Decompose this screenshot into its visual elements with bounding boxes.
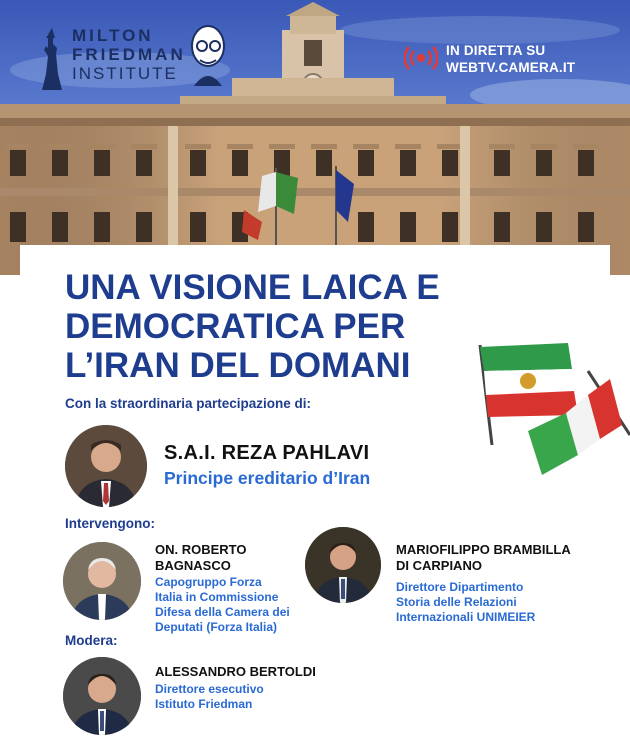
statue-of-liberty-icon bbox=[38, 26, 66, 92]
speaker-role-line: Capogruppo Forza bbox=[155, 575, 262, 589]
speaker-name-bagnasco bbox=[155, 542, 247, 574]
speaker-role-line: Deputati (Forza Italia) bbox=[155, 620, 278, 634]
speaker-name-line: ON. ROBERTO bbox=[155, 542, 247, 557]
speaker-avatar-brambilla bbox=[305, 527, 381, 603]
live-url[interactable]: WEBTV.CAMERA.IT bbox=[446, 60, 576, 75]
speaker-role-brambilla bbox=[396, 580, 535, 625]
live-broadcast-badge bbox=[404, 42, 614, 78]
speaker-name-line: MARIOFILIPPO BRAMBILLA bbox=[396, 542, 571, 557]
guest-role: Principe ereditario d’Iran bbox=[164, 468, 371, 488]
header-building-photo bbox=[0, 0, 630, 275]
broadcast-icon bbox=[404, 46, 438, 70]
title-line-3: L’IRAN DEL DOMANI bbox=[65, 346, 411, 385]
moderator-label: Modera: bbox=[65, 633, 118, 648]
moderator-role bbox=[155, 682, 264, 712]
event-title bbox=[65, 268, 485, 385]
guest-name: S.A.I. REZA PAHLAVI bbox=[164, 442, 370, 464]
title-line-1: UNA VISIONE LAICA E bbox=[65, 268, 440, 307]
speaker-role-line: Direttore Dipartimento bbox=[396, 580, 524, 594]
moderator-role-line: Istituto Friedman bbox=[155, 697, 253, 711]
moderator-name: ALESSANDRO BERTOLDI bbox=[155, 664, 316, 679]
speaker-role-line: Internazionali UNIMEIER bbox=[396, 610, 536, 624]
speaker-role-line: Storia delle Relazioni bbox=[396, 595, 517, 609]
logo-line-friedman: FRIEDMAN bbox=[72, 45, 186, 64]
logo-line-milton: MILTON bbox=[72, 26, 154, 45]
moderator-avatar bbox=[63, 657, 141, 735]
flags-decoration bbox=[470, 335, 630, 495]
portrait-sketch-icon bbox=[188, 24, 228, 88]
person-photo-icon bbox=[65, 425, 147, 507]
guest-avatar bbox=[65, 425, 147, 507]
speaker-role-line: Italia in Commissione bbox=[155, 590, 279, 604]
iran-italy-flags-icon bbox=[470, 335, 630, 495]
person-photo-icon bbox=[63, 657, 141, 735]
speaker-name-line: DI CARPIANO bbox=[396, 558, 482, 573]
speaker-role-bagnasco bbox=[155, 575, 290, 635]
live-line-1: IN DIRETTA SU bbox=[446, 43, 546, 58]
participation-subtitle: Con la straordinaria partecipazione di: bbox=[65, 396, 312, 411]
speakers-label: Intervengono: bbox=[65, 516, 155, 531]
title-line-2: DEMOCRATICA PER bbox=[65, 307, 406, 346]
logo-line-institute: INSTITUTE bbox=[72, 64, 178, 83]
speaker-name-line: BAGNASCO bbox=[155, 558, 231, 573]
speaker-name-brambilla bbox=[396, 542, 571, 574]
person-photo-icon bbox=[305, 527, 381, 603]
person-photo-icon bbox=[63, 542, 141, 620]
speaker-avatar-bagnasco bbox=[63, 542, 141, 620]
speaker-role-line: Difesa della Camera dei bbox=[155, 605, 290, 619]
moderator-role-line: Direttore esecutivo bbox=[155, 682, 264, 696]
milton-friedman-logo bbox=[38, 26, 238, 96]
